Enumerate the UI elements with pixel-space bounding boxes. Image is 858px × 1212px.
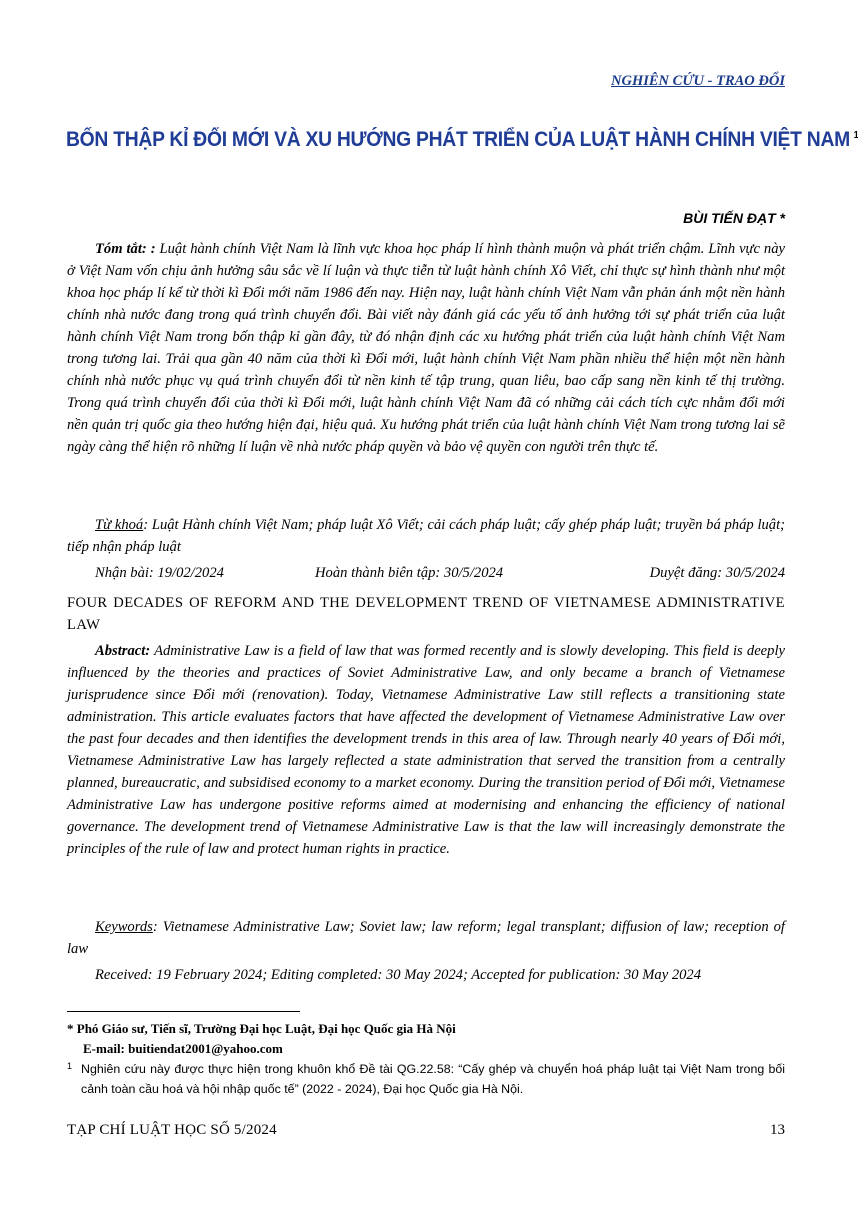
english-abstract-text: Administrative Law is a field of law that was formed recently and is slowly developing. This field is deeply influenced by the theories and practices of Soviet Administrative Law, and only became a branch of Vietnamese jurisprudence since Đổi mới (renovation). Today, Vietnamese Administrative Law still reflects a transitioning state administration. This article evaluates factors that have affected the development of Vietnamese Administrative Law over the past four decades and then identifies the development trends in this area of law. Through nearly 40 years of Đổi mới, Vietnamese Administrative Law has largely reflected a state administration that served the transition from a centrally planned, bureaucratic, and subsidised economy to a market economy. During the transition period of Đổi mới, Vietnamese Administrative Law has undergone positive reforms aimed at modernising and enhancing the efficiency of national governance. The development trend of Vietnamese Administrative Law is that the law will increasingly demonstrate the principles of the rule of law and protect human rights in practice. — [67, 643, 785, 857]
date-edited: Hoàn thành biên tập: 30/5/2024 — [315, 565, 504, 581]
date-received: Nhận bài: 19/02/2024 — [95, 565, 224, 581]
english-abstract-label: Abstract: — [95, 643, 151, 659]
vietnamese-abstract — [67, 238, 785, 458]
author-email: E-mail: buitiendat2001@yahoo.com — [83, 1041, 283, 1056]
footnote-divider — [67, 1011, 300, 1012]
article-title-text: BỐN THẬP KỈ ĐỔI MỚI VÀ XU HƯỚNG PHÁT TRIỂN CỦA LUẬT HÀNH CHÍNH VIỆT NAM — [66, 128, 850, 151]
author-name: BÙI TIẾN ĐẠT * — [683, 210, 785, 226]
english-dates — [67, 964, 785, 986]
footnote-text: Nghiên cứu này được thực hiện trong khuôn khổ Đề tài QG.22.58: “Cấy ghép và chuyển hoá pháp luật tại Việt Nam trong bối cảnh toàn cầu hoá và hội nhập quốc tế” (2022 - 2024), Đại học Quốc gia Hà Nội. — [81, 1062, 785, 1096]
journal-name: TẠP CHÍ LUẬT HỌC SỐ 5/2024 — [67, 1122, 277, 1138]
author-footnote — [67, 1019, 785, 1059]
author-affiliation: * Phó Giáo sư, Tiến sĩ, Trường Đại học Luật, Đại học Quốc gia Hà Nội — [67, 1021, 456, 1036]
english-abstract — [67, 640, 785, 860]
english-keywords-label: Keywords — [95, 919, 153, 935]
funding-footnote — [67, 1059, 785, 1099]
english-keywords — [67, 916, 785, 960]
keywords-label: Từ khoá — [95, 517, 144, 533]
abstract-label: Tóm tắt: : — [95, 241, 156, 257]
title-footnote-mark: 1 — [853, 130, 858, 141]
date-accepted: Duyệt đăng: 30/5/2024 — [649, 565, 785, 581]
keywords-text: : Luật Hành chính Việt Nam; pháp luật Xô Viết; cải cách pháp luật; cấy ghép pháp luật; truyền bá pháp luật; tiếp nhận pháp luật — [67, 517, 786, 555]
english-keywords-text: : Vietnamese Administrative Law; Soviet law; law reform; legal transplant; diffusion of law; reception of law — [67, 919, 785, 957]
article-title — [66, 128, 858, 152]
english-dates-text: Received: 19 February 2024; Editing completed: 30 May 2024; Accepted for publication: 30 May 2024 — [95, 967, 702, 983]
abstract-text: Luật hành chính Việt Nam là lĩnh vực khoa học pháp lí hình thành muộn và phát triển chậm. Lĩnh vực này ở Việt Nam vốn chịu ảnh hưởng sâu sắc về lí luận và thực tiễn từ luật hành chính Xô Viết, chỉ thực sự hình thành như một khoa học pháp lí kể từ thời kì Đổi mới năm 1986 đến nay. Hiện nay, luật hành chính Việt Nam vẫn phản ánh một nền hành chính nhà nước đang trong quá trình chuyển đổi. Bài viết này đánh giá các yếu tố ảnh hưởng tới sự phát triển của luật hành chính Việt Nam trong bốn thập kỉ gần đây, từ đó nhận định các xu hướng phát triển của luật hành chính Việt Nam trong tương lai. Trải qua gần 40 năm của thời kì Đổi mới, luật hành chính Việt Nam phần nhiều thể hiện một nền hành chính nhà nước phục vụ quá trình chuyển đổi từ nền kinh tế tập trung, quan liêu, bao cấp sang nền kinh tế thị trường. Trong quá trình chuyển đổi của thời kì Đổi mới, luật hành chính Việt Nam đã có những cải cách tích cực nhằm đổi mới nền quản trị quốc gia theo hướng hiện đại, hiệu quả. Xu hướng phát triển của luật hành chính Việt Nam trong tương lai sẽ ngày càng thể hiện rõ những lí luận về nhà nước pháp quyền và bảo vệ quyền con người trên thực tế. — [67, 241, 785, 455]
footnote-number: 1 — [67, 1061, 73, 1071]
english-title: FOUR DECADES OF REFORM AND THE DEVELOPMENT TREND OF VIETNAMESE ADMINISTRATIVE LAW — [67, 595, 785, 633]
section-label: NGHIÊN CỨU - TRAO ĐỔI — [611, 73, 785, 89]
vietnamese-keywords — [67, 514, 785, 558]
page-number: 13 — [770, 1122, 785, 1138]
